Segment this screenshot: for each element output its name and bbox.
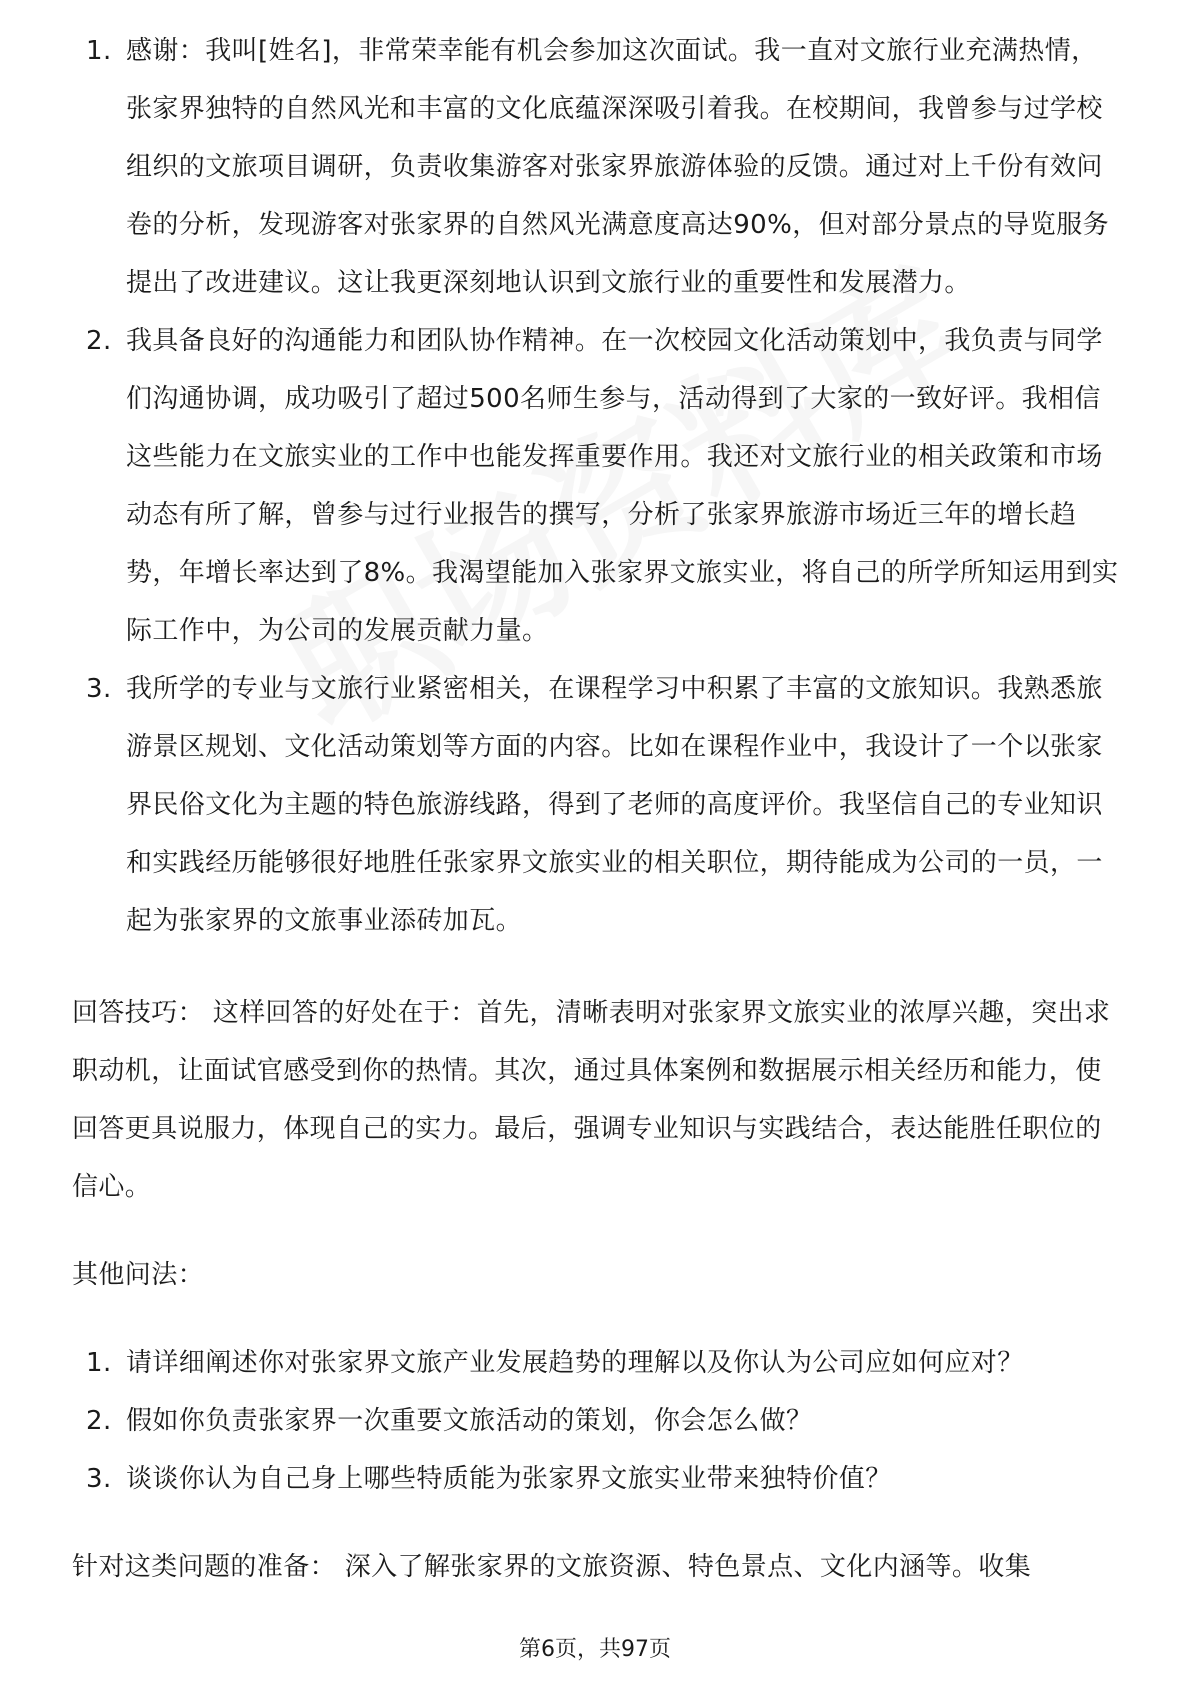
spacer	[72, 950, 1122, 984]
list-item-number: 1.	[86, 36, 112, 66]
spacer	[72, 1216, 1122, 1246]
preparation-label: 针对这类问题的准备：	[72, 1552, 337, 1582]
answer-list	[72, 22, 1122, 950]
tips-paragraph	[72, 984, 1122, 1216]
list-item-text: 请详细阐述你对张家界文旅产业发展趋势的理解以及你认为公司应如何应对？	[126, 1348, 1024, 1378]
list-item	[72, 1450, 1122, 1508]
spacer	[72, 1304, 1122, 1334]
other-questions-list	[72, 1334, 1122, 1508]
list-item	[72, 1392, 1122, 1450]
list-item-number: 3.	[86, 1464, 112, 1494]
spacer	[72, 1508, 1122, 1538]
list-item-number: 1.	[86, 1348, 112, 1378]
list-item	[72, 660, 1122, 950]
list-item-number: 2.	[86, 1406, 112, 1436]
list-item-text: 我具备良好的沟通能力和团队协作精神。在一次校园文化活动策划中，我负责与同学们沟通协调，成功吸引了超过500名师生参与，活动得到了大家的一致好评。我相信这些能力在文旅实业的工作中也能发挥重要作用。我还对文旅行业的相关政策和市场动态有所了解，曾参与过行业报告的撰写，分析了张家界旅游市场近三年的增长趋势，年增长率达到了8%。我渴望能加入张家界文旅实业，将自己的所学所知运用到实际工作中，为公司的发展贡献力量。	[126, 326, 1119, 646]
list-item	[72, 1334, 1122, 1392]
list-item-text: 假如你负责张家界一次重要文旅活动的策划，你会怎么做？	[126, 1406, 813, 1436]
list-item-text: 我所学的专业与文旅行业紧密相关，在课程学习中积累了丰富的文旅知识。我熟悉旅游景区规划、文化活动策划等方面的内容。比如在课程作业中，我设计了一个以张家界民俗文化为主题的特色旅游线路，得到了老师的高度评价。我坚信自己的专业知识和实践经历能够很好地胜任张家界文旅实业的相关职位，期待能成为公司的一员，一起为张家界的文旅事业添砖加瓦。	[126, 674, 1103, 936]
preparation-text: 深入了解张家界的文旅资源、特色景点、文化内涵等。收集	[344, 1552, 1032, 1582]
other-questions-heading: 其他问法：	[72, 1260, 205, 1290]
preparation-paragraph	[72, 1538, 1122, 1596]
tips-label: 回答技巧：	[72, 998, 205, 1028]
list-item-number: 3.	[86, 674, 112, 704]
list-item	[72, 312, 1122, 660]
tips-text: 这样回答的好处在于：首先，清晰表明对张家界文旅实业的浓厚兴趣，突出求职动机，让面试官感受到你的热情。其次，通过具体案例和数据展示相关经历和能力，使回答更具说服力，体现自己的实力。最后，强调专业知识与实践结合，表达能胜任职位的信心。	[72, 998, 1111, 1202]
page-content	[72, 22, 1122, 1596]
list-item-text: 谈谈你认为自己身上哪些特质能为张家界文旅实业带来独特价值？	[126, 1464, 892, 1494]
list-item-number: 2.	[86, 326, 112, 356]
list-item	[72, 22, 1122, 312]
list-item-text: 感谢：我叫[姓名]，非常荣幸能有机会参加这次面试。我一直对文旅行业充满热情，张家界独特的自然风光和丰富的文化底蕴深深吸引着我。在校期间，我曾参与过学校组织的文旅项目调研，负责收集游客对张家界旅游体验的反馈。通过对上千份有效问卷的分析，发现游客对张家界的自然风光满意度高达90%，但对部分景点的导览服务提出了改进建议。这让我更深刻地认识到文旅行业的重要性和发展潜力。	[126, 36, 1109, 298]
page-number: 第6页，共97页	[519, 1637, 671, 1662]
